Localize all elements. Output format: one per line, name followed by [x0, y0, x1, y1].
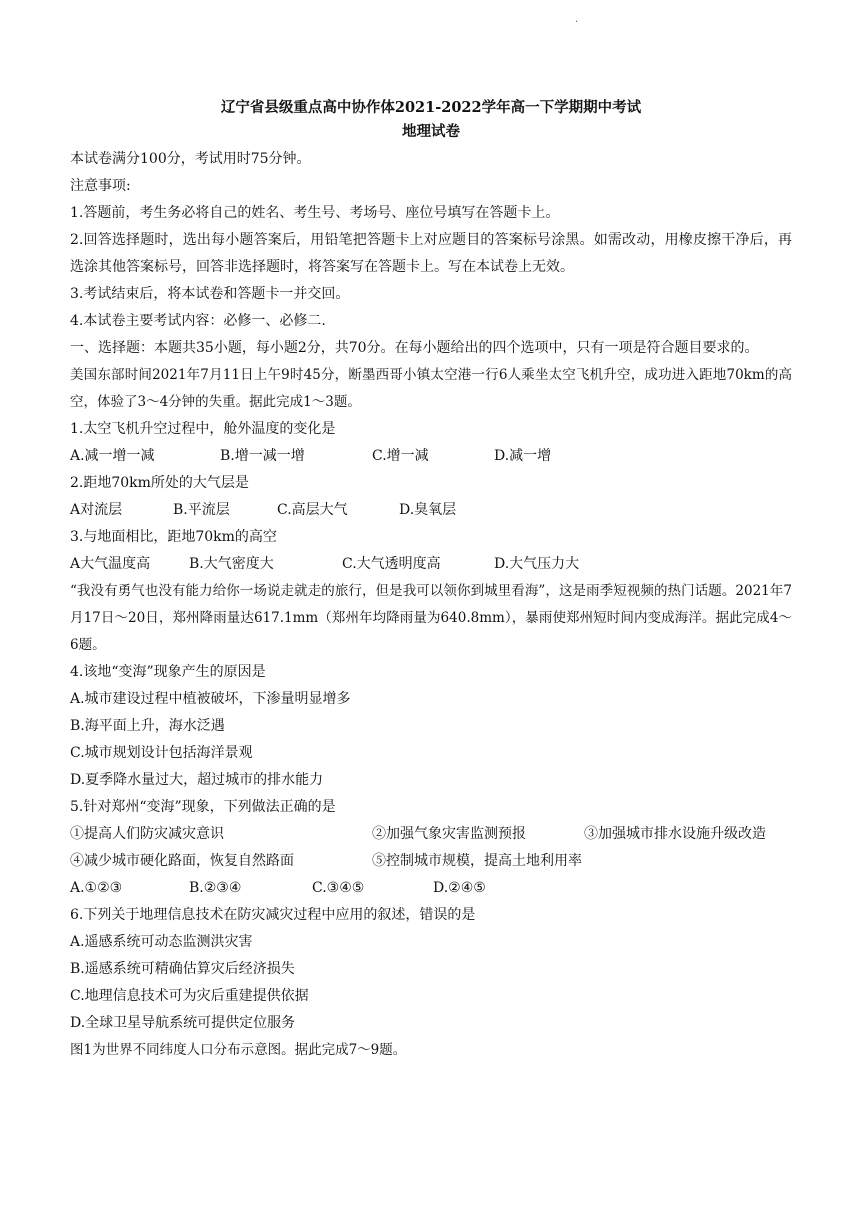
notice-title: 注意事项:	[70, 178, 131, 194]
option: A.遥感系统可动态监测洪灾害	[70, 934, 253, 950]
exam-title: 辽宁省县级重点高中协作体2021-2022学年高一下学期期中考试	[220, 99, 642, 116]
option: A.减一增一减	[70, 448, 155, 464]
statement-item: ⑤控制城市规模，提高土地利用率	[372, 853, 582, 869]
option: B.平流层	[173, 502, 230, 518]
question-stem: 6.下列关于地理信息技术在防灾减灾过程中应用的叙述，错误的是	[70, 907, 476, 923]
option: A.①②③	[70, 880, 123, 896]
question-stem: 3.与地面相比，距地70km的高空	[70, 529, 277, 545]
option: D.②④⑤	[433, 880, 486, 896]
option: D.减一增	[494, 448, 552, 464]
option: D.臭氧层	[399, 502, 457, 518]
statement-items	[70, 848, 792, 875]
option: D.夏季降水量过大，超过城市的排水能力	[70, 772, 324, 788]
option: D.全球卫星导航系统可提供定位服务	[70, 1015, 296, 1031]
question-stem: 2.距地70km所处的大气层是	[70, 475, 249, 491]
material-text: “我没有勇气也没有能力给你一场说走就走的旅行，但是我可以领你到城里看海”，这是雨季短视频的热门话题。2021年7月17日～20日，郑州降雨量达617.1mm（郑州年均降雨量为640.8mm），暴雨使郑州短时间内变成海洋。据此完成4～6题。	[70, 583, 792, 653]
option: B.海平面上升，海水泛遇	[70, 718, 225, 734]
statement-item: ②加强气象灾害监测预报	[372, 826, 526, 842]
option: A.城市建设过程中植被破坏，下渗量明显增多	[70, 691, 351, 707]
question-stem: 1.太空飞机升空过程中，舱外温度的变化是	[70, 421, 336, 437]
exam-intro: 本试卷满分100分，考试用时75分钟。	[70, 151, 311, 167]
question-stem: 5.针对郑州“变海”现象，下列做法正确的是	[70, 799, 336, 815]
exam-subtitle: 地理试卷	[402, 123, 460, 140]
question-options	[70, 875, 792, 902]
statement-item: ④减少城市硬化路面，恢复自然路面	[70, 853, 294, 869]
option: C.增一减	[372, 448, 429, 464]
option: C.地理信息技术可为灾后重建提供依据	[70, 988, 309, 1004]
notice-item: 4.本试卷主要考试内容：必修一、必修二.	[70, 313, 326, 329]
statement-items	[70, 821, 792, 848]
material-text: 图1为世界不同纬度人口分布示意图。据此完成7～9题。	[70, 1042, 407, 1058]
header-dot: .	[575, 14, 579, 25]
option: A对流层	[70, 502, 123, 518]
option: A大气温度高	[70, 556, 151, 572]
statement-item: ③加强城市排水设施升级改造	[584, 826, 766, 842]
question-options	[70, 551, 792, 578]
material-text: 美国东部时间2021年7月11日上午9时45分，断墨西哥小镇太空港一行6人乘坐太空飞机升空，成功进入距地70km的高空，体验了3～4分钟的失重。据此完成1～3题。	[70, 367, 792, 410]
option: C.高层大气	[277, 502, 348, 518]
notice-item: 3.考试结束后，将本试卷和答题卡一并交回。	[70, 286, 350, 302]
option: C.大气透明度高	[342, 556, 441, 572]
option: D.大气压力大	[494, 556, 580, 572]
option: B.大气密度大	[189, 556, 274, 572]
option: B.增一减一增	[220, 448, 305, 464]
statement-item: ①提高人们防灾减灾意识	[70, 826, 224, 842]
option: C.③④⑤	[312, 880, 365, 896]
question-options	[70, 497, 792, 524]
notice-item: 1.答题前，考生务必将自己的姓名、考生号、考场号、座位号填写在答题卡上。	[70, 205, 560, 221]
option: B.②③④	[189, 880, 242, 896]
section-heading: 一、选择题：本题共35小题，每小题2分，共70分。在每小题给出的四个选项中，只有一项是符合题目要求的。	[70, 340, 759, 356]
question-stem: 4.该地“变海”现象产生的原因是	[70, 664, 266, 680]
question-options	[70, 443, 792, 470]
exam-page	[70, 96, 792, 1064]
option: C.城市规划设计包括海洋景观	[70, 745, 253, 761]
option: B.遥感系统可精确估算灾后经济损失	[70, 961, 295, 977]
notice-item: 2.回答选择题时，选出每小题答案后，用铅笔把答题卡上对应题目的答案标号涂黑。如需改动，用橡皮擦干净后，再选涂其他答案标号，回答非选择题时，将答案写在答题卡上。写在本试卷上无效。	[70, 232, 792, 275]
